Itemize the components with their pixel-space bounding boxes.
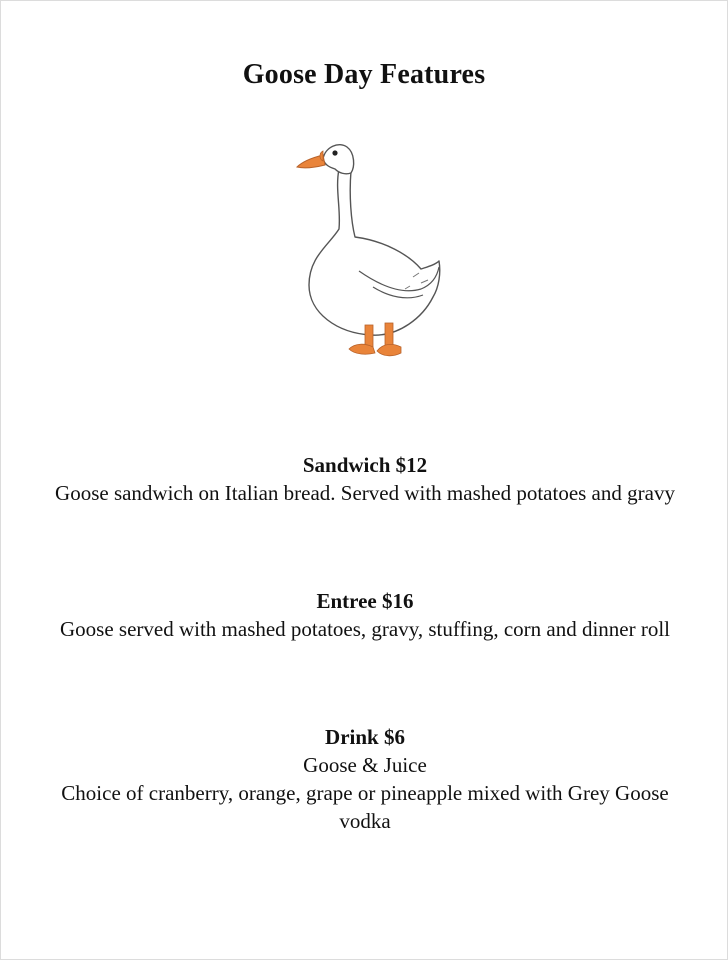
menu-item-description: Choice of cranberry, orange, grape or pineapple mixed with Grey Goose vodka	[61, 781, 669, 833]
goose-head	[323, 145, 354, 174]
goose-body	[309, 162, 440, 335]
menu-item-drink	[41, 723, 689, 835]
goose-eye	[332, 150, 337, 155]
menu-item-description: Goose served with mashed potatoes, gravy, stuffing, corn and dinner roll	[59, 617, 671, 641]
goose-foot-right	[377, 344, 401, 355]
menu-item-entree	[41, 587, 689, 643]
page-title: Goose Day Features	[242, 59, 486, 90]
menu-item-sandwich	[41, 451, 689, 507]
goose-illustration	[289, 137, 457, 369]
menu-item-description: Goose sandwich on Italian bread. Served with mashed potatoes and gravy	[55, 481, 675, 505]
menu-item-heading: Sandwich $12	[302, 453, 428, 477]
goose-foot-left	[349, 344, 375, 354]
menu-item-subtitle: Goose & Juice	[303, 753, 427, 777]
menu-item-heading: Drink $6	[325, 725, 405, 749]
goose-leg-left	[365, 325, 373, 347]
goose-leg-right	[385, 323, 393, 347]
menu-item-heading: Entree $16	[316, 589, 414, 613]
